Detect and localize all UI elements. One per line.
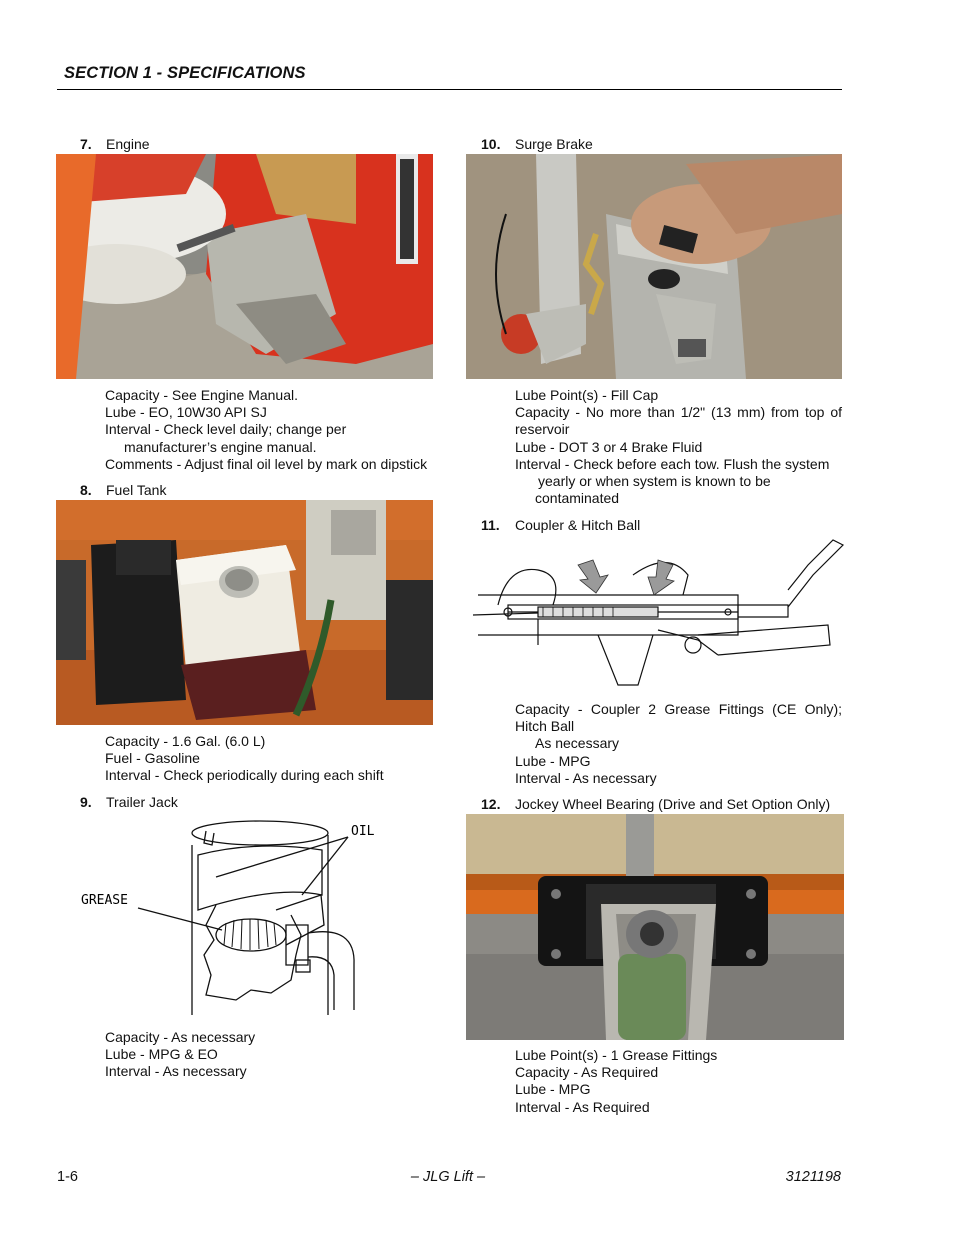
item-12-description: Lube Point(s) - 1 Grease Fittings Capacity - As Required Lube - MPG Interval - As Required — [515, 1047, 718, 1115]
surge-brake-photo — [466, 154, 842, 379]
item-7-description: Capacity - See Engine Manual. Lube - EO, 10W30 API SJ Interval - Check level daily; change per manufacturer’s engine manual. Comments - Adjust final oil level by mark on dipstick — [105, 387, 428, 472]
item-12-heading — [481, 796, 830, 813]
item-11-description: Capacity - Coupler 2 Grease Fittings (CE Only); Hitch Ball As necessary Lube - MPG Interval - As necessary — [515, 701, 842, 786]
fuel-tank-photo — [56, 500, 433, 725]
item-number: 10. — [481, 136, 501, 152]
item-10-description: Lube Point(s) - Fill Cap Capacity - No more than 1/2" (13 mm) from top of reservoir Lube - DOT 3 or 4 Brake Fluid Interval - Check before each tow. Flush the system yearly or when system is known to be contaminated — [515, 387, 842, 507]
item-8-heading — [80, 482, 166, 499]
page-number: 1-6 — [57, 1169, 78, 1185]
item-11-heading — [481, 517, 640, 534]
item-number: 11. — [481, 517, 500, 533]
oil-label: OIL — [351, 824, 375, 839]
item-title: Jockey Wheel Bearing (Drive and Set Option Only) — [515, 796, 831, 812]
item-title: Trailer Jack — [106, 794, 178, 810]
section-title: SECTION 1 - SPECIFICATIONS — [64, 64, 306, 82]
footer-center: – JLG Lift – — [410, 1169, 486, 1185]
jockey-wheel-photo — [466, 814, 844, 1040]
item-9-heading — [80, 794, 178, 811]
item-title: Surge Brake — [515, 136, 593, 152]
item-title: Coupler & Hitch Ball — [515, 517, 641, 533]
item-title: Engine — [106, 136, 150, 152]
grease-label: GREASE — [81, 893, 128, 908]
header-rule — [57, 89, 842, 90]
item-8-description: Capacity - 1.6 Gal. (6.0 L) Fuel - Gasoline Interval - Check periodically during each shift — [105, 733, 384, 784]
coupler-diagram — [468, 535, 846, 695]
document-number: 3121198 — [785, 1169, 841, 1185]
item-10-heading — [481, 136, 593, 153]
item-number: 7. — [80, 136, 92, 152]
engine-photo — [56, 154, 433, 379]
item-title: Fuel Tank — [106, 482, 167, 498]
item-9-description: Capacity - As necessary Lube - MPG & EO Interval - As necessary — [105, 1029, 256, 1080]
item-number: 8. — [80, 482, 92, 498]
item-7-heading — [80, 136, 150, 153]
trailer-jack-diagram — [76, 815, 376, 1020]
item-number: 9. — [80, 794, 92, 810]
item-number: 12. — [481, 796, 501, 812]
